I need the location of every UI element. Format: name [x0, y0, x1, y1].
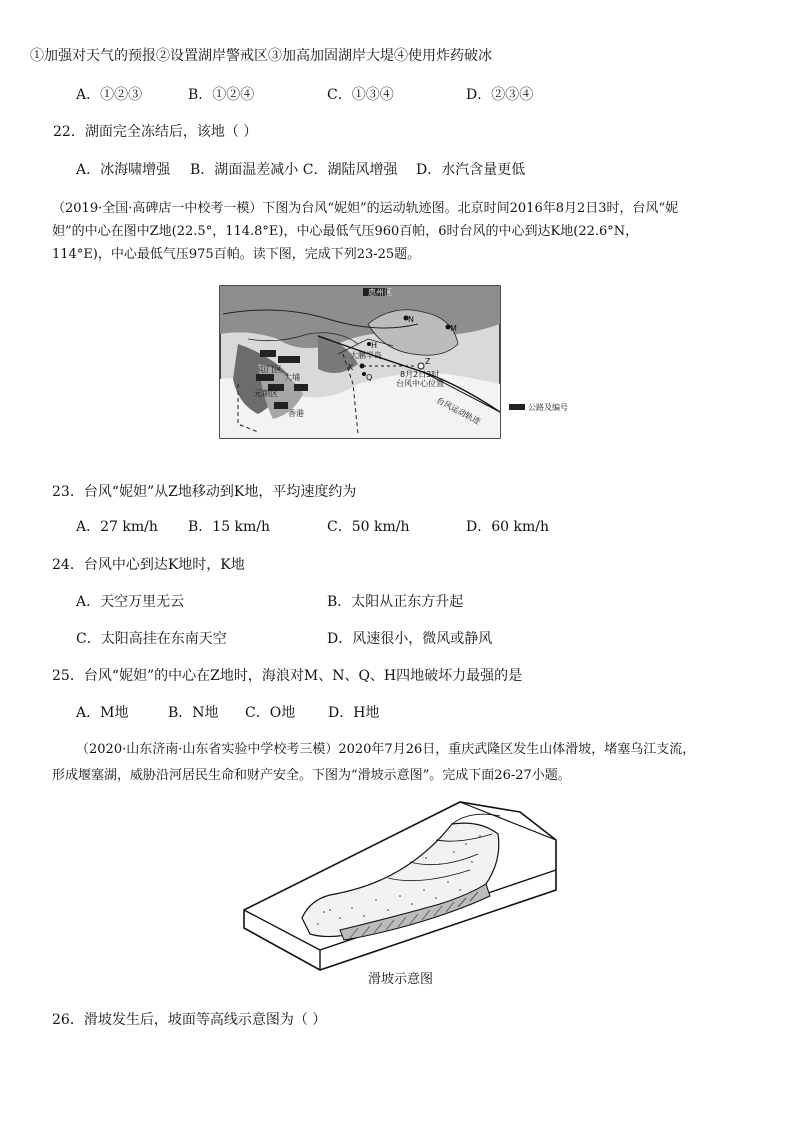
q24-option-d[interactable]: D．风速很小，微风或静风	[327, 631, 493, 647]
q24-option-c[interactable]: C．太阳高挂在东南天空	[76, 631, 227, 647]
map-label-n: N	[408, 315, 414, 324]
map-label-district2: 屯门区	[258, 365, 282, 374]
q21-option-c[interactable]: C．①③④	[327, 87, 394, 103]
q23-option-c[interactable]: C．50 km/h	[327, 519, 410, 535]
q25-option-d[interactable]: D．H地	[328, 705, 380, 721]
map-label-district5: 香港	[288, 409, 304, 418]
q22-stem: 22．湖面完全冻结后，该地（ ）	[53, 124, 258, 140]
q22-option-b-c[interactable]: B．湖面温差减小 C．湖陆风增强	[190, 162, 398, 178]
q22-option-a[interactable]: A．冰海啸增强	[76, 162, 171, 178]
q21-statement: ①加强对天气的预报②设置湖岸警戒区③加高加固湖岸大堤④使用炸药破冰	[30, 48, 492, 64]
q26-stem: 26．滑坡发生后，坡面等高线示意图为（ ）	[52, 1012, 327, 1028]
map-label-z: Z	[425, 357, 431, 366]
intro23-line1: （2019·全国·高碑店一中校考一模）下图为台风“妮妲”的运动轨迹图。北京时间2016年8月2日3时，台风“妮	[52, 201, 679, 216]
q23-option-b[interactable]: B．15 km/h	[188, 519, 271, 535]
intro23-line2: 妲”的中心在图中Z地(22.5°，114.8°E)，中心最低气压960百帕，6时台风的中心到达K地(22.6°N，	[52, 224, 639, 239]
q23-stem: 23．台风“妮妲”从Z地移动到K地，平均速度约为	[52, 484, 357, 500]
q23-option-a[interactable]: A．27 km/h	[76, 519, 158, 535]
landslide-caption: 滑坡示意图	[368, 972, 434, 987]
q25-option-c[interactable]: C．O地	[245, 705, 296, 721]
typhoon-track-map	[218, 284, 588, 442]
map-label-k: K	[348, 363, 354, 372]
q24-stem: 24．台风中心到达K地时，K地	[52, 557, 245, 573]
map-label-h: H	[371, 341, 378, 350]
q21-option-b[interactable]: B．①②④	[188, 87, 255, 103]
q24-option-a[interactable]: A．天空万里无云	[76, 594, 185, 610]
map-label-q: Q	[366, 373, 373, 382]
q23-option-d[interactable]: D．60 km/h	[466, 519, 549, 535]
q25-option-b[interactable]: B．N地	[168, 705, 219, 721]
map-label-track: 台风运动轨迹	[435, 395, 482, 427]
q21-option-d[interactable]: D．②③④	[466, 87, 534, 103]
map-label-district3: 元朗区	[254, 389, 278, 398]
map-legend-road: 公路及编号	[528, 403, 568, 412]
q25-option-a[interactable]: A．M地	[76, 705, 129, 721]
intro26-line1: （2020·山东济南·山东省实验中学校考三模）2020年7月26日，重庆武隆区发生山体滑坡，堵塞乌江支流，	[76, 742, 696, 757]
map-label-m: M	[450, 324, 457, 333]
q24-option-b[interactable]: B．太阳从正东方升起	[327, 594, 464, 610]
intro26-line2: 形成堰塞湖，威胁沿河居民生命和财产安全。下图为“滑坡示意图”。完成下面26-27小题。	[52, 768, 571, 783]
q22-option-d[interactable]: D．水汽含量更低	[416, 162, 526, 178]
intro23-line3: 114°E)，中心最低气压975百帕。读下图，完成下列23-25题。	[52, 247, 421, 262]
map-label-peninsula: 大鹏半岛	[350, 351, 382, 360]
map-label-district1: 惠州区	[368, 288, 392, 297]
q21-option-a[interactable]: A．①②③	[76, 87, 143, 103]
map-label-time1: 8月2日3时	[400, 370, 440, 379]
landslide-diagram	[240, 800, 560, 972]
map-label-time2: 台风中心位置	[396, 379, 444, 388]
map-label-district4: 大埔	[284, 373, 300, 382]
q25-stem: 25．台风“妮妲”的中心在Z地时，海浪对M、N、Q、H四地破坏力最强的是	[52, 668, 523, 684]
